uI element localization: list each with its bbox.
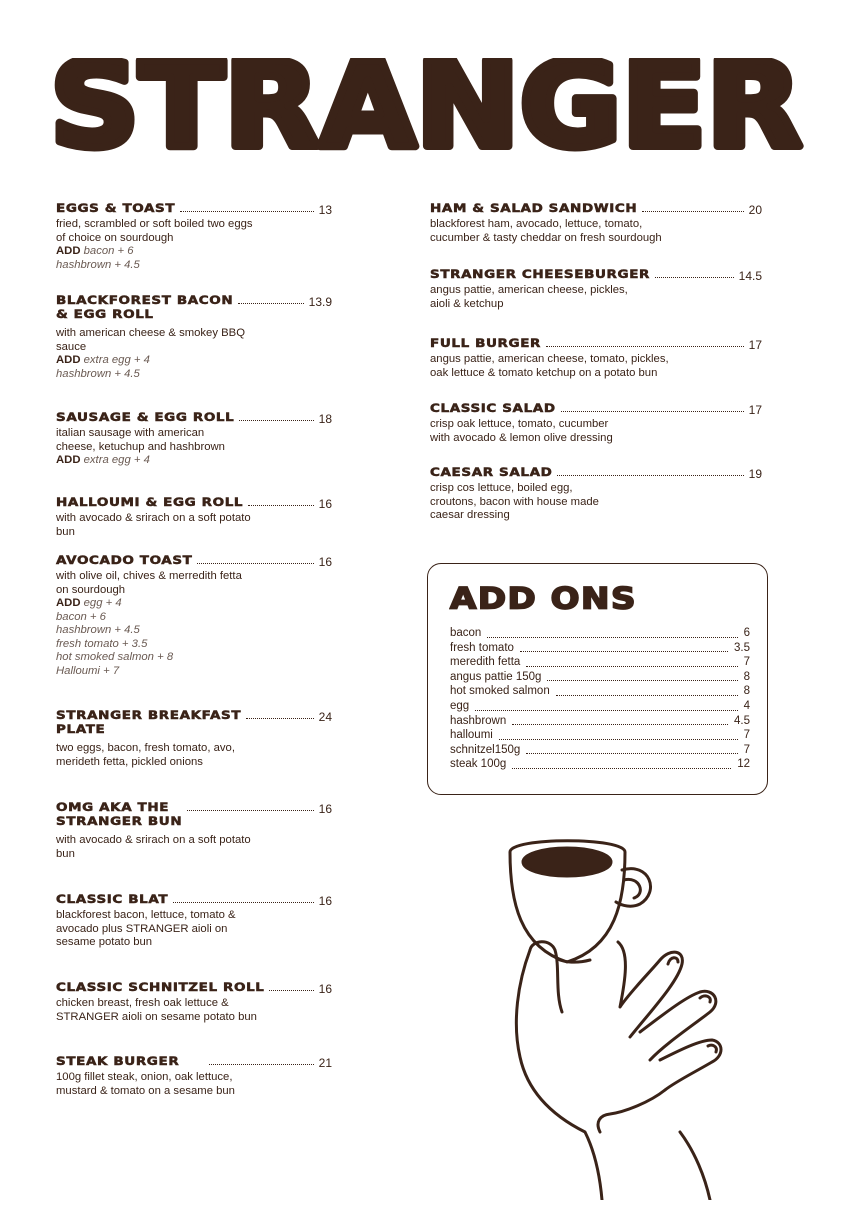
menu-item — [56, 1055, 332, 1098]
description-line: bun — [56, 847, 75, 860]
menu-item — [56, 202, 332, 272]
dot-leader — [642, 202, 743, 212]
addon-price: 4 — [743, 699, 750, 712]
dot-leader — [499, 729, 738, 740]
addon-name: halloumi — [450, 729, 493, 742]
description-line: with avocado & srirach on a soft potato — [56, 512, 251, 524]
addon-price: 6 — [743, 627, 750, 639]
description-line: of choice on sourdough — [56, 231, 174, 244]
menu-item — [56, 981, 332, 1024]
menu-item — [430, 402, 762, 445]
add-option: hashbrown + 4.5 — [56, 258, 140, 271]
item-price: 17 — [748, 338, 762, 352]
item-name-line-1: EGGS & TOAST — [56, 202, 176, 216]
item-description — [430, 218, 762, 245]
dot-leader — [197, 554, 313, 564]
description-line: two eggs, bacon, fresh tomato, avo, — [56, 742, 235, 754]
dot-leader — [547, 670, 737, 681]
menu-item — [56, 709, 332, 769]
item-description — [56, 570, 332, 678]
add-option: extra egg + 4 — [83, 454, 150, 466]
item-price: 18 — [318, 412, 332, 426]
item-price: 24 — [318, 710, 332, 724]
item-price: 17 — [748, 403, 762, 417]
item-name-line-1: HALLOUMI & EGG ROLL — [56, 496, 244, 510]
item-price: 16 — [318, 982, 332, 996]
add-line — [56, 597, 332, 611]
addon-name: meredith fetta — [450, 656, 521, 669]
description-line: caesar dressing — [430, 509, 510, 521]
description-line: avocado plus STRANGER aioli on — [56, 922, 228, 935]
add-label: ADD — [56, 454, 81, 466]
item-description — [56, 997, 332, 1024]
menu-item — [56, 496, 332, 539]
add-option: hot smoked salmon + 8 — [56, 651, 174, 663]
item-description — [56, 834, 332, 861]
item-description — [430, 482, 762, 523]
add-label: ADD — [56, 245, 81, 257]
addon-price: 8 — [743, 670, 750, 683]
addon-row — [450, 757, 750, 772]
addons-panel — [427, 563, 768, 795]
description-line: cucumber & tasty cheddar on fresh sourdough — [430, 231, 662, 244]
add-option: fresh tomato + 3.5 — [56, 637, 148, 650]
add-option: hashbrown + 4.5 — [56, 367, 140, 380]
addon-name: angus pattie 150g — [450, 670, 542, 683]
item-name-line-1: CAESAR SALAD — [430, 466, 553, 480]
addons-list — [450, 626, 750, 772]
description-line: with olive oil, chives & merredith fetta — [56, 570, 242, 582]
menu-item — [56, 893, 332, 950]
item-name-line-1: STRANGER BREAKFAST — [56, 709, 242, 723]
dot-leader — [239, 411, 313, 421]
add-option: Halloumi + 7 — [56, 664, 120, 677]
item-name-line-1: STEAK BURGER — [56, 1055, 180, 1069]
dot-leader — [556, 685, 738, 696]
menu-item — [430, 337, 762, 380]
menu-item — [430, 466, 762, 523]
item-price: 16 — [318, 802, 332, 816]
dot-leader — [487, 627, 737, 638]
item-description — [56, 909, 332, 950]
addon-row — [450, 728, 750, 743]
add-line — [56, 245, 332, 259]
dot-leader — [561, 402, 744, 412]
item-price: 16 — [318, 555, 332, 569]
addon-row — [450, 699, 750, 714]
add-line — [56, 354, 332, 368]
addon-row — [450, 655, 750, 670]
dot-leader — [512, 758, 731, 769]
addon-price: 7 — [743, 729, 750, 742]
item-description — [430, 418, 762, 445]
addon-name: fresh tomato — [450, 641, 514, 654]
item-description — [56, 218, 332, 272]
addon-name: bacon — [450, 627, 482, 639]
item-name-line-2: STRANGER BUN — [56, 814, 183, 829]
dot-leader — [546, 337, 744, 347]
add-option: egg + 4 — [83, 597, 122, 609]
addon-row — [450, 626, 750, 641]
addon-name: egg — [450, 699, 470, 712]
item-description — [56, 512, 332, 539]
addon-name: steak 100g — [450, 758, 507, 771]
addon-row — [450, 743, 750, 758]
item-price: 20 — [748, 203, 762, 217]
description-line: chicken breast, fresh oak lettuce & — [56, 997, 229, 1009]
item-name-line-1: CLASSIC SCHNITZEL ROLL — [56, 981, 265, 995]
dot-leader — [512, 714, 728, 725]
item-name-line-2: & EGG ROLL — [56, 307, 154, 322]
item-name-line-1: BLACKFOREST BACON — [56, 294, 234, 308]
item-description — [56, 742, 332, 769]
dot-leader — [475, 700, 737, 711]
dot-leader — [269, 981, 313, 991]
description-line: merideth fetta, pickled onions — [56, 755, 203, 768]
dot-leader — [238, 294, 303, 304]
addon-price: 8 — [743, 685, 750, 698]
addon-row — [450, 714, 750, 729]
menu-item — [430, 202, 762, 245]
menu-item — [56, 801, 332, 861]
dot-leader — [173, 893, 314, 903]
description-line: croutons, bacon with house made — [430, 495, 599, 508]
brand-logo — [46, 58, 806, 158]
addon-price: 4.5 — [734, 714, 750, 727]
add-option: bacon + 6 — [83, 245, 134, 257]
item-price: 16 — [318, 894, 332, 908]
description-line: angus pattie, american cheese, pickles, — [430, 284, 628, 296]
addon-price: 7 — [743, 656, 750, 669]
item-name-line-1: OMG AKA THE — [56, 801, 170, 815]
item-name-line-1: AVOCADO TOAST — [56, 554, 193, 568]
menu-item — [56, 411, 332, 468]
dot-leader — [526, 743, 737, 754]
description-line: blackforest ham, avocado, lettuce, tomato, — [430, 218, 643, 230]
item-name-line-1: FULL BURGER — [430, 337, 542, 351]
addon-name: hot smoked salmon — [450, 685, 550, 698]
brand-name: STRANGER — [50, 58, 802, 158]
description-line: oak lettuce & tomato ketchup on a potato bun — [430, 366, 658, 379]
add-option: bacon + 6 — [56, 610, 106, 623]
addon-row — [450, 641, 750, 656]
dot-leader — [655, 268, 734, 278]
add-label: ADD — [56, 597, 81, 609]
dot-leader — [187, 801, 313, 811]
description-line: bun — [56, 525, 75, 538]
description-line: sauce — [56, 340, 87, 353]
item-name-line-2: PLATE — [56, 722, 106, 737]
menu-item — [56, 554, 332, 678]
dot-leader — [526, 656, 737, 667]
description-line: angus pattie, american cheese, tomato, pickles, — [430, 353, 669, 365]
dot-leader — [246, 709, 314, 719]
item-price: 13 — [318, 203, 332, 217]
item-name-line-1: CLASSIC BLAT — [56, 893, 169, 907]
addon-price: 3.5 — [734, 641, 750, 654]
description-line: mustard & tomato on a sesame bun — [56, 1084, 235, 1097]
addon-price: 12 — [737, 758, 750, 771]
item-name-line-1: HAM & SALAD SANDWICH — [430, 202, 638, 216]
description-line: blackforest bacon, lettuce, tomato & — [56, 909, 236, 921]
add-option: hashbrown + 4.5 — [56, 624, 140, 636]
description-line: STRANGER aioli on sesame potato bun — [56, 1010, 257, 1023]
description-line: with american cheese & smokey BBQ — [56, 327, 245, 339]
description-line: italian sausage with american — [56, 427, 205, 439]
dot-leader — [557, 466, 743, 476]
item-description — [430, 284, 762, 311]
add-line — [56, 454, 332, 468]
menu-item — [56, 294, 332, 381]
dot-leader — [248, 496, 314, 506]
addon-name: hashbrown — [450, 714, 507, 727]
addon-name: schnitzel150g — [450, 743, 521, 756]
item-name-line-1: SAUSAGE & EGG ROLL — [56, 411, 235, 425]
item-price: 13.9 — [308, 295, 332, 309]
addon-row — [450, 670, 750, 685]
description-line: aioli & ketchup — [430, 297, 504, 310]
description-line: crisp cos lettuce, boiled egg, — [430, 482, 573, 494]
add-option: extra egg + 4 — [83, 354, 150, 366]
description-line: with avocado & lemon olive dressing — [430, 431, 613, 444]
item-price: 21 — [318, 1056, 332, 1070]
menu-item — [430, 268, 762, 311]
dot-leader — [209, 1055, 313, 1065]
dot-leader — [520, 641, 728, 652]
item-description — [56, 327, 332, 381]
description-line: with avocado & srirach on a soft potato — [56, 834, 251, 846]
addon-price: 7 — [743, 743, 750, 756]
item-name-line-1: CLASSIC SALAD — [430, 402, 556, 416]
dot-leader — [180, 202, 313, 212]
item-description — [56, 1071, 332, 1098]
addons-title: ADD ONS — [450, 582, 637, 616]
item-price: 16 — [318, 497, 332, 511]
description-line: 100g fillet steak, onion, oak lettuce, — [56, 1071, 233, 1083]
description-line: crisp oak lettuce, tomato, cucumber — [430, 418, 609, 430]
description-line: sesame potato bun — [56, 936, 153, 948]
item-name-line-1: STRANGER CHEESEBURGER — [430, 268, 651, 282]
description-line: on sourdough — [56, 583, 126, 596]
add-label: ADD — [56, 354, 81, 366]
item-price: 19 — [748, 467, 762, 481]
description-line: fried, scrambled or soft boiled two eggs — [56, 218, 253, 230]
item-description — [56, 427, 332, 468]
addon-row — [450, 684, 750, 699]
hand-holding-coffee-cup-icon — [500, 832, 740, 1205]
description-line: cheese, ketuchup and hashbrown — [56, 440, 225, 453]
item-description — [430, 353, 762, 380]
item-price: 14.5 — [738, 269, 762, 283]
